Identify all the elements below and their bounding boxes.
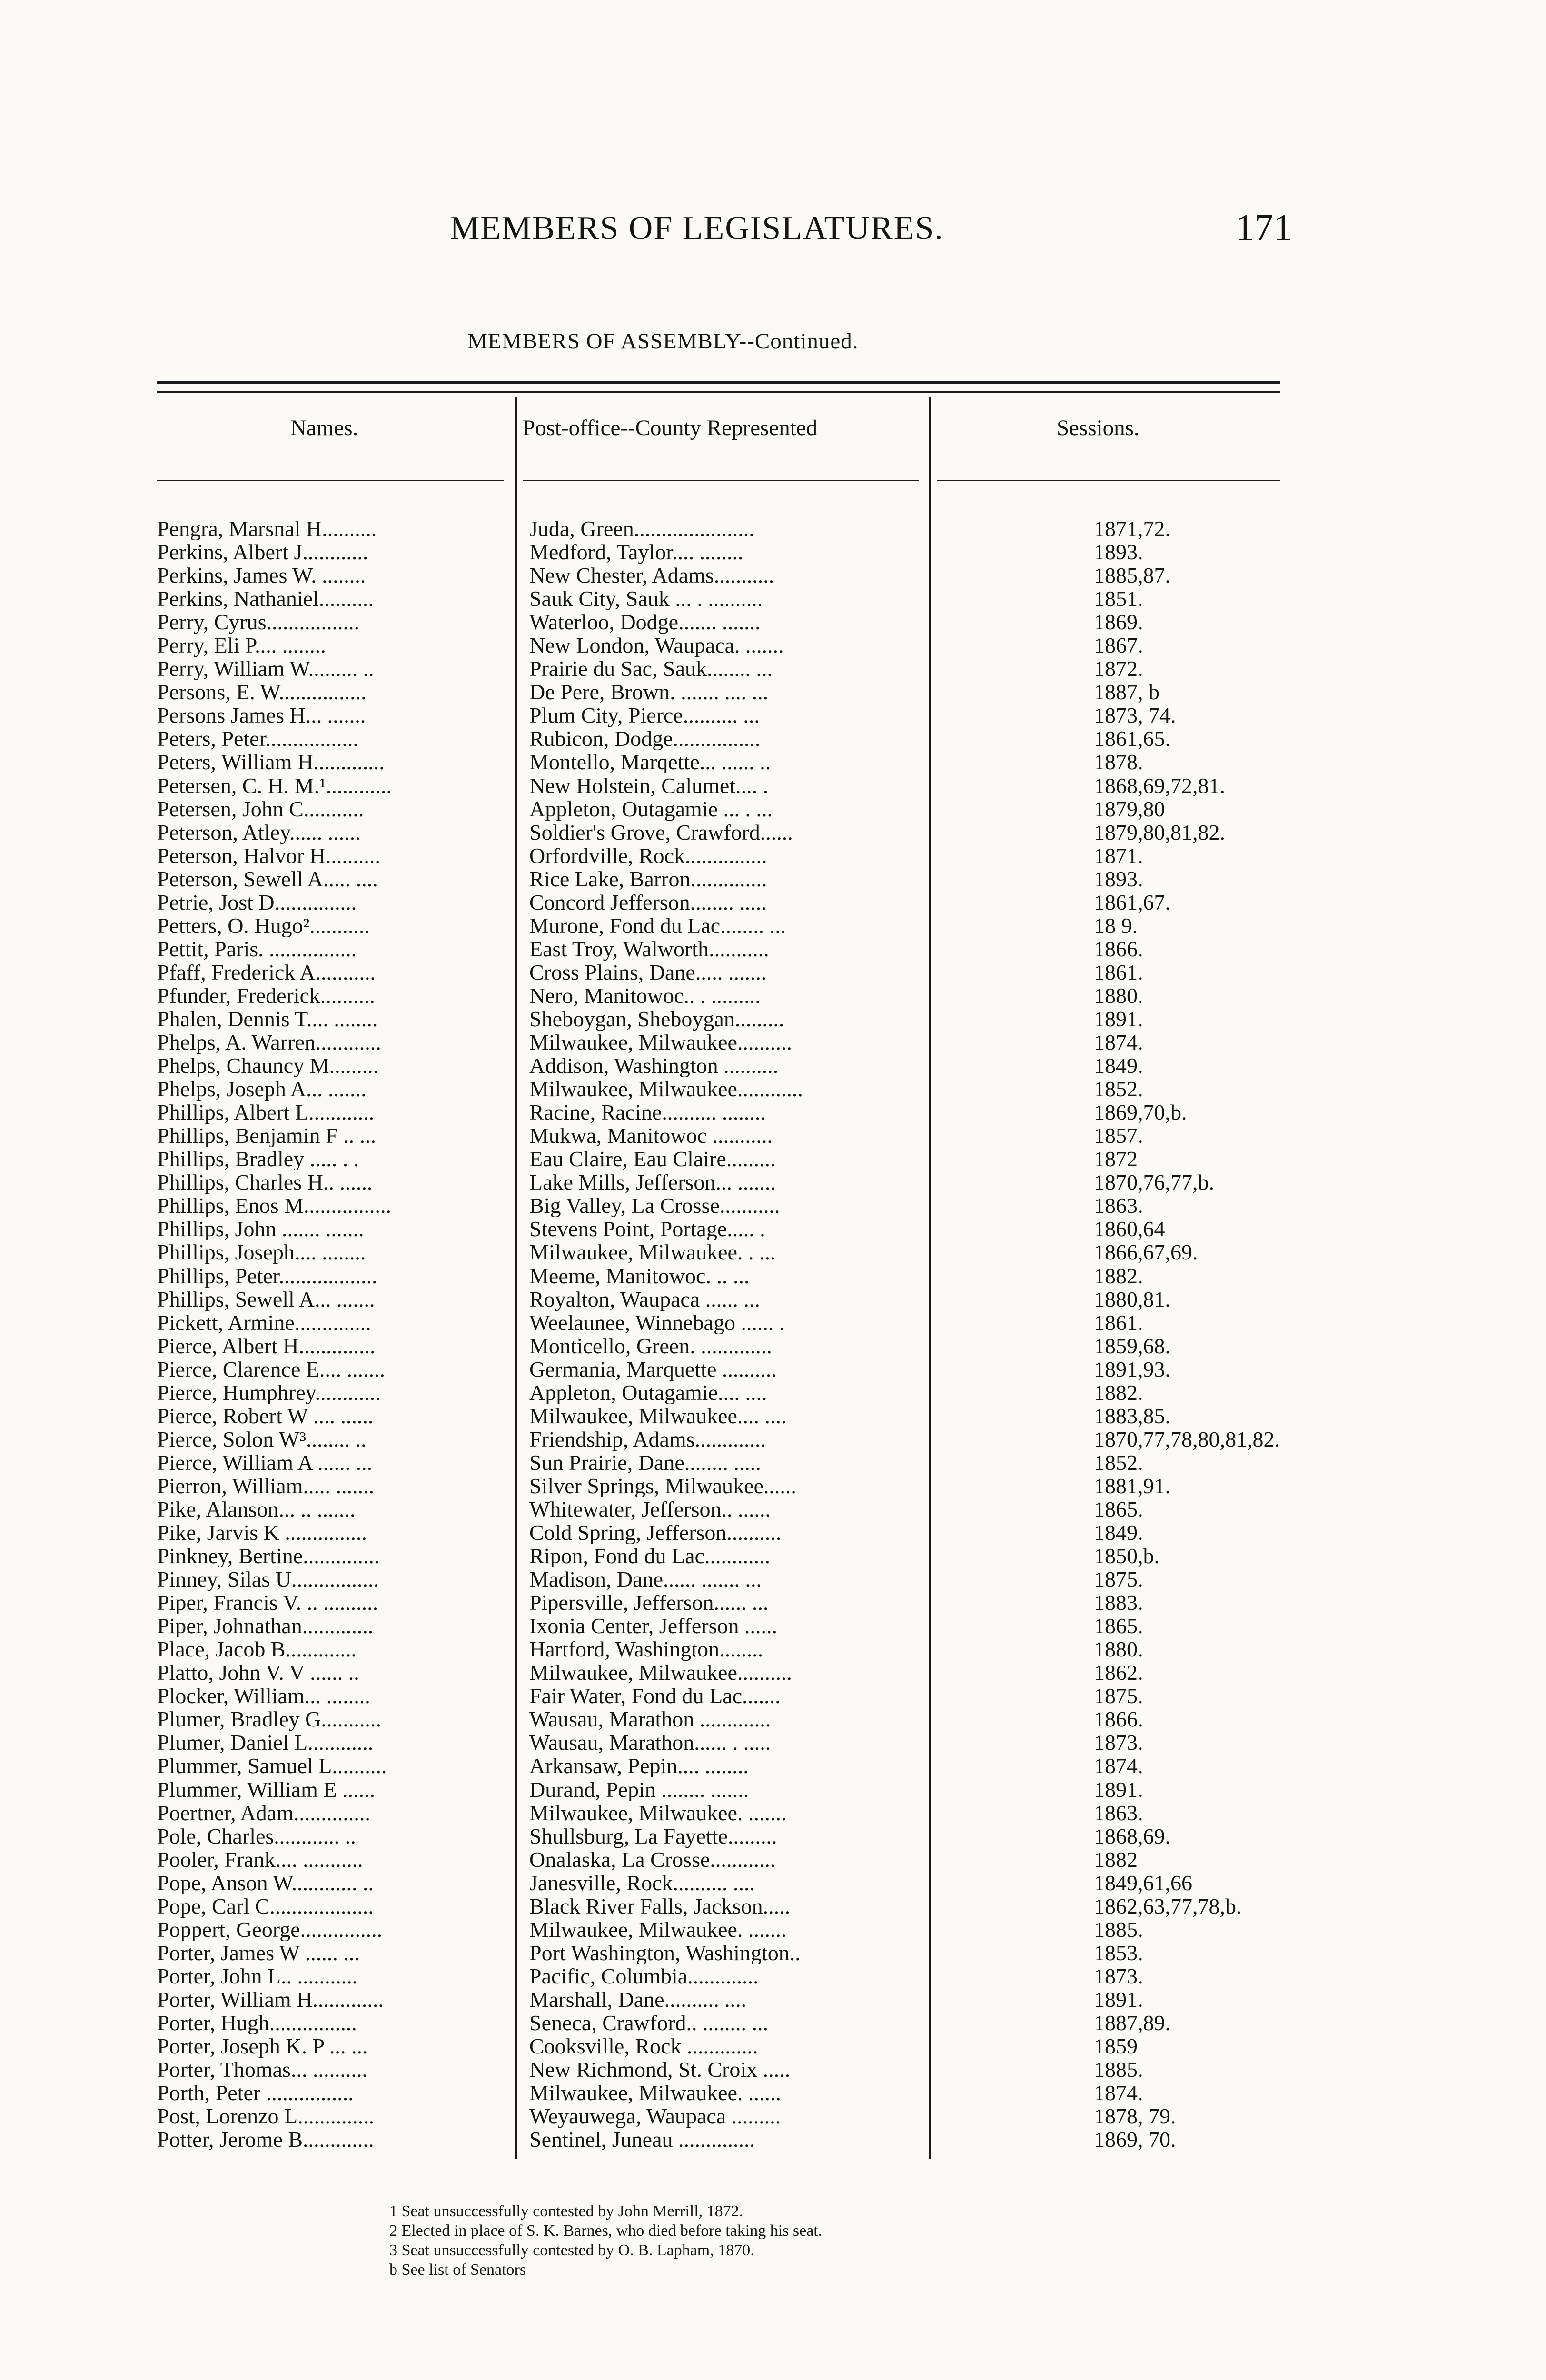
table-row xyxy=(157,797,1299,821)
member-name: Persons, E. W................ xyxy=(157,680,367,704)
table-row xyxy=(157,1918,1299,1941)
member-name: Piper, Francis V. .. .......... xyxy=(157,1591,378,1615)
post-office-county: Milwaukee, Milwaukee. ....... xyxy=(529,1917,787,1941)
member-name: Porter, John L.. ........... xyxy=(157,1964,358,1988)
member-name: Piper, Johnathan............. xyxy=(157,1614,374,1638)
post-office-county: Mukwa, Manitowoc ........... xyxy=(529,1124,773,1148)
member-name: Perkins, James W. ........ xyxy=(157,564,366,587)
post-office-county: Royalton, Waupaca ...... ... xyxy=(529,1287,760,1311)
sessions: 1885. xyxy=(1094,2058,1143,2082)
table-row xyxy=(157,1848,1299,1871)
member-name: Peters, William H............. xyxy=(157,750,385,774)
table-row xyxy=(157,1941,1299,1964)
member-name: Phillips, Enos M................ xyxy=(157,1194,392,1218)
table-row xyxy=(157,2034,1299,2058)
post-office-county: Durand, Pepin ........ ....... xyxy=(529,1777,749,1801)
post-office-county: Rice Lake, Barron.............. xyxy=(529,867,767,891)
table-row xyxy=(157,1101,1299,1124)
table-row xyxy=(157,1264,1299,1288)
table-row xyxy=(157,1988,1299,2011)
sessions: 1865. xyxy=(1094,1614,1143,1638)
member-name: Phalen, Dennis T.... ........ xyxy=(157,1007,378,1031)
top-rule-thick xyxy=(157,381,1280,384)
table-row xyxy=(157,1661,1299,1684)
sessions: 1852. xyxy=(1094,1450,1143,1474)
post-office-county: Ixonia Center, Jefferson ...... xyxy=(529,1614,778,1638)
member-name: Poppert, George............... xyxy=(157,1917,383,1941)
table-row xyxy=(157,937,1299,961)
table-row xyxy=(157,1358,1299,1381)
member-name: Peterson, Sewell A..... .... xyxy=(157,867,378,891)
member-name: Poertner, Adam.............. xyxy=(157,1801,370,1825)
member-name: Porter, James W ...... ... xyxy=(157,1941,360,1964)
post-office-county: Weelaunee, Winnebago ...... . xyxy=(529,1310,785,1334)
post-office-county: Big Valley, La Crosse........... xyxy=(529,1194,780,1218)
sessions: 1863. xyxy=(1094,1801,1143,1825)
post-office-county: Appleton, Outagamie ... . ... xyxy=(529,797,773,821)
table-row xyxy=(157,564,1299,587)
post-office-county: De Pere, Brown. ....... .... ... xyxy=(529,680,769,704)
table-row xyxy=(157,1754,1299,1777)
header-column-names: Names. xyxy=(290,416,358,440)
table-row xyxy=(157,891,1299,914)
member-name: Pfaff, Frederick A........... xyxy=(157,960,376,984)
table-row xyxy=(157,1637,1299,1661)
post-office-county: Sauk City, Sauk ... . .......... xyxy=(529,587,763,611)
post-office-county: Orfordville, Rock............... xyxy=(529,843,767,867)
post-office-county: East Troy, Walworth........... xyxy=(529,937,769,961)
post-office-county: Weyauwega, Waupaca ......... xyxy=(529,2104,781,2128)
member-name: Pike, Jarvis K ............... xyxy=(157,1521,367,1545)
member-name: Phelps, Chauncy M......... xyxy=(157,1054,379,1078)
sessions: 1882 xyxy=(1094,1847,1138,1871)
sessions: 1869, 70. xyxy=(1094,2128,1176,2152)
member-name: Post, Lorenzo L.............. xyxy=(157,2104,375,2128)
header-underline-sessions xyxy=(937,480,1280,481)
member-name: Pfunder, Frederick.......... xyxy=(157,983,376,1007)
post-office-county: Nero, Manitowoc.. . ......... xyxy=(529,983,761,1007)
post-office-county: Friendship, Adams............. xyxy=(529,1427,766,1451)
member-name: Phillips, Albert L............ xyxy=(157,1101,375,1124)
member-name: Perkins, Nathaniel.......... xyxy=(157,587,374,611)
table-row xyxy=(157,2011,1299,2034)
post-office-county: Milwaukee, Milwaukee.......... xyxy=(529,1031,792,1054)
member-name: Porth, Peter ................ xyxy=(157,2081,354,2105)
sessions: 1887, b xyxy=(1094,680,1160,704)
table-row xyxy=(157,704,1299,727)
post-office-county: Fair Water, Fond du Lac....... xyxy=(529,1684,781,1708)
post-office-county: Rubicon, Dodge................ xyxy=(529,727,761,751)
table-row xyxy=(157,1217,1299,1240)
member-name: Porter, Thomas... .......... xyxy=(157,2058,367,2082)
table-row xyxy=(157,1381,1299,1404)
running-title: MEMBERS OF LEGISLATURES. xyxy=(450,210,944,247)
member-name: Phillips, Benjamin F .. ... xyxy=(157,1124,377,1148)
sessions: 1850,b. xyxy=(1094,1544,1160,1568)
post-office-county: Whitewater, Jefferson.. ...... xyxy=(529,1497,771,1521)
post-office-county: Juda, Green...................... xyxy=(529,517,754,540)
sessions: 1872. xyxy=(1094,657,1143,681)
post-office-county: Hartford, Washington........ xyxy=(529,1637,763,1661)
sessions: 1875. xyxy=(1094,1684,1143,1708)
sessions: 1866,67,69. xyxy=(1094,1240,1198,1264)
post-office-county: Medford, Taylor.... ........ xyxy=(529,540,743,564)
post-office-county: Concord Jefferson........ ..... xyxy=(529,890,767,914)
top-rule-thin xyxy=(157,391,1280,393)
post-office-county: Sun Prairie, Dane........ ..... xyxy=(529,1450,761,1474)
member-name: Pettit, Paris. ................ xyxy=(157,937,357,961)
post-office-county: Cross Plains, Dane..... ....... xyxy=(529,960,767,984)
post-office-county: Janesville, Rock.......... .... xyxy=(529,1871,755,1894)
table-row xyxy=(157,1474,1299,1497)
member-name: Peters, Peter................. xyxy=(157,727,358,751)
header-underline-post-office xyxy=(523,480,919,481)
table-row xyxy=(157,1497,1299,1521)
sessions: 1853. xyxy=(1094,1941,1143,1964)
table-row xyxy=(157,1404,1299,1428)
post-office-county: Cold Spring, Jefferson.......... xyxy=(529,1521,782,1545)
footnote-3: 3 Seat unsuccessfully contested by O. B. Lapham, 1870. xyxy=(389,2241,754,2259)
sessions: 1861. xyxy=(1094,1310,1143,1334)
sessions: 1849,61,66 xyxy=(1094,1871,1192,1894)
table-row xyxy=(157,1964,1299,1988)
member-name: Petersen, C. H. M.¹............ xyxy=(157,774,392,797)
post-office-county: Milwaukee, Milwaukee.... .... xyxy=(529,1404,787,1428)
sessions: 1885,87. xyxy=(1094,564,1170,587)
table-row xyxy=(157,961,1299,984)
sessions: 1870,77,78,80,81,82. xyxy=(1094,1427,1280,1451)
sessions: 1871. xyxy=(1094,843,1143,867)
table-row xyxy=(157,610,1299,634)
member-name: Pickett, Armine.............. xyxy=(157,1310,371,1334)
header-underline-names xyxy=(157,480,504,481)
post-office-county: Stevens Point, Portage..... . xyxy=(529,1217,765,1241)
table-row xyxy=(157,657,1299,680)
table-row xyxy=(157,1544,1299,1567)
table-row xyxy=(157,2104,1299,2128)
member-name: Pierce, Albert H.............. xyxy=(157,1334,376,1358)
member-name: Phillips, Peter.................. xyxy=(157,1264,377,1288)
sessions: 1870,76,77,b. xyxy=(1094,1170,1214,1194)
sessions: 1874. xyxy=(1094,1031,1143,1054)
member-name: Phillips, John ....... ....... xyxy=(157,1217,364,1241)
member-name: Perry, Eli P.... ........ xyxy=(157,634,326,657)
post-office-county: Arkansaw, Pepin.... ........ xyxy=(529,1754,749,1778)
post-office-county: Wausau, Marathon ............. xyxy=(529,1707,771,1731)
post-office-county: Wausau, Marathon...... . ..... xyxy=(529,1731,771,1755)
post-office-county: Waterloo, Dodge....... ....... xyxy=(529,610,761,634)
sessions: 1873. xyxy=(1094,1731,1143,1755)
table-row xyxy=(157,867,1299,891)
footnote-2: 2 Elected in place of S. K. Barnes, who died before taking his seat. xyxy=(389,2222,823,2240)
sessions: 1883. xyxy=(1094,1591,1143,1615)
post-office-county: Ripon, Fond du Lac............ xyxy=(529,1544,770,1568)
table-row xyxy=(157,540,1299,564)
member-name: Pooler, Frank.... ........... xyxy=(157,1847,363,1871)
sessions: 1859,68. xyxy=(1094,1334,1170,1358)
table-row xyxy=(157,774,1299,797)
table-row xyxy=(157,1147,1299,1170)
sessions: 1869,70,b. xyxy=(1094,1101,1187,1124)
table-row xyxy=(157,680,1299,704)
post-office-county: Seneca, Crawford.. ........ ... xyxy=(529,2011,769,2034)
post-office-county: Madison, Dane...... ....... ... xyxy=(529,1567,762,1591)
table-row xyxy=(157,1567,1299,1591)
sessions: 1887,89. xyxy=(1094,2011,1170,2034)
table-row xyxy=(157,1778,1299,1801)
post-office-county: New London, Waupaca. ....... xyxy=(529,634,784,657)
table-row xyxy=(157,1334,1299,1358)
sessions: 1893. xyxy=(1094,867,1143,891)
sessions: 1882. xyxy=(1094,1380,1143,1404)
sessions: 1849. xyxy=(1094,1521,1143,1545)
member-name: Perry, William W......... .. xyxy=(157,657,374,681)
table-row xyxy=(157,1684,1299,1707)
sessions: 1866. xyxy=(1094,937,1143,961)
post-office-county: Sheboygan, Sheboygan......... xyxy=(529,1007,784,1031)
post-office-county: Sentinel, Juneau .............. xyxy=(529,2128,755,2152)
post-office-county: Milwaukee, Milwaukee.......... xyxy=(529,1661,792,1685)
member-name: Potter, Jerome B............. xyxy=(157,2128,374,2152)
member-name: Pinney, Silas U................ xyxy=(157,1567,379,1591)
member-name: Pinkney, Bertine.............. xyxy=(157,1544,380,1568)
sessions: 1868,69. xyxy=(1094,1824,1170,1848)
member-name: Petrie, Jost D............... xyxy=(157,890,357,914)
post-office-county: Onalaska, La Crosse............ xyxy=(529,1847,776,1871)
sessions: 1891,93. xyxy=(1094,1357,1170,1381)
table-row xyxy=(157,1194,1299,1217)
sessions: 1857. xyxy=(1094,1124,1143,1148)
member-name: Pike, Alanson... .. ....... xyxy=(157,1497,356,1521)
post-office-county: Milwaukee, Milwaukee............ xyxy=(529,1077,803,1101)
sessions: 1891. xyxy=(1094,1007,1143,1031)
table-row xyxy=(157,1707,1299,1731)
post-office-county: Pipersville, Jefferson...... ... xyxy=(529,1591,769,1615)
table-row xyxy=(157,750,1299,774)
section-title: MEMBERS OF ASSEMBLY--Continued. xyxy=(467,329,859,354)
post-office-county: Marshall, Dane.......... .... xyxy=(529,1987,747,2011)
sessions: 1891. xyxy=(1094,1987,1143,2011)
table-row xyxy=(157,1077,1299,1101)
sessions: 1859 xyxy=(1094,2034,1138,2058)
table-row xyxy=(157,844,1299,867)
member-name: Plocker, William... ........ xyxy=(157,1684,370,1708)
sessions: 1871,72. xyxy=(1094,517,1170,540)
sessions: 18 9. xyxy=(1094,913,1138,937)
post-office-county: New Chester, Adams........... xyxy=(529,564,774,587)
sessions: 1880,81. xyxy=(1094,1287,1170,1311)
member-name: Pierron, William..... ....... xyxy=(157,1474,374,1497)
sessions: 1880. xyxy=(1094,1637,1143,1661)
table-row xyxy=(157,1311,1299,1334)
post-office-county: Prairie du Sac, Sauk........ ... xyxy=(529,657,773,681)
post-office-county: Monticello, Green. ............. xyxy=(529,1334,772,1358)
sessions: 1891. xyxy=(1094,1777,1143,1801)
sessions: 1861. xyxy=(1094,960,1143,984)
table-row xyxy=(157,1871,1299,1894)
sessions: 1861,65. xyxy=(1094,727,1170,751)
post-office-county: Lake Mills, Jefferson... ....... xyxy=(529,1170,776,1194)
sessions: 1874. xyxy=(1094,1754,1143,1778)
table-row xyxy=(157,1054,1299,1077)
table-row xyxy=(157,634,1299,657)
member-name: Pierce, Humphrey............ xyxy=(157,1380,381,1404)
member-name: Perkins, Albert J............ xyxy=(157,540,368,564)
sessions: 1862,63,77,78,b. xyxy=(1094,1894,1242,1918)
member-name: Porter, Joseph K. P ... ... xyxy=(157,2034,368,2058)
post-office-county: Appleton, Outagamie.... .... xyxy=(529,1380,767,1404)
sessions: 1875. xyxy=(1094,1567,1143,1591)
post-office-county: Port Washington, Washington.. xyxy=(529,1941,801,1964)
sessions: 1883,85. xyxy=(1094,1404,1170,1428)
table-row xyxy=(157,1240,1299,1264)
sessions: 1873, 74. xyxy=(1094,704,1176,727)
post-office-county: Racine, Racine.......... ........ xyxy=(529,1101,766,1124)
member-name: Phelps, A. Warren............ xyxy=(157,1031,381,1054)
post-office-county: Murone, Fond du Lac........ ... xyxy=(529,913,786,937)
sessions: 1874. xyxy=(1094,2081,1143,2105)
table-row xyxy=(157,2081,1299,2104)
member-name: Pierce, Clarence E.... ....... xyxy=(157,1357,385,1381)
post-office-county: Black River Falls, Jackson..... xyxy=(529,1894,791,1918)
table-row xyxy=(157,821,1299,844)
sessions: 1852. xyxy=(1094,1077,1143,1101)
sessions: 1867. xyxy=(1094,634,1143,657)
member-name: Perry, Cyrus................. xyxy=(157,610,360,634)
sessions: 1882. xyxy=(1094,1264,1143,1288)
table-row xyxy=(157,1288,1299,1311)
table-row xyxy=(157,2128,1299,2151)
sessions: 1866. xyxy=(1094,1707,1143,1731)
sessions: 1849. xyxy=(1094,1054,1143,1078)
sessions: 1879,80 xyxy=(1094,797,1165,821)
member-name: Plumer, Daniel L............ xyxy=(157,1731,374,1755)
post-office-county: Plum City, Pierce.......... ... xyxy=(529,704,760,727)
member-name: Peterson, Atley...... ...... xyxy=(157,820,361,844)
table-row xyxy=(157,984,1299,1007)
member-name: Pierce, Solon W³........ .. xyxy=(157,1427,367,1451)
sessions: 1862. xyxy=(1094,1661,1143,1685)
sessions: 1880. xyxy=(1094,983,1143,1007)
sessions: 1872 xyxy=(1094,1147,1138,1171)
table-row xyxy=(157,1124,1299,1147)
post-office-county: Montello, Marqette... ...... .. xyxy=(529,750,771,774)
post-office-county: Milwaukee, Milwaukee. . ... xyxy=(529,1240,776,1264)
member-name: Porter, William H............. xyxy=(157,1987,384,2011)
post-office-county: Milwaukee, Milwaukee. ...... xyxy=(529,2081,781,2105)
footnote-b: b See list of Senators xyxy=(389,2261,526,2279)
sessions: 1865. xyxy=(1094,1497,1143,1521)
member-name: Phelps, Joseph A... ....... xyxy=(157,1077,367,1101)
post-office-county: New Richmond, St. Croix ..... xyxy=(529,2058,791,2082)
post-office-county: Shullsburg, La Fayette......... xyxy=(529,1824,777,1848)
member-name: Phillips, Sewell A... ....... xyxy=(157,1287,375,1311)
table-row xyxy=(157,517,1299,540)
footnote-1: 1 Seat unsuccessfully contested by John Merrill, 1872. xyxy=(389,2202,743,2220)
table-row xyxy=(157,1801,1299,1825)
member-name: Platto, John V. V ...... .. xyxy=(157,1661,359,1685)
sessions: 1878. xyxy=(1094,750,1143,774)
sessions: 1861,67. xyxy=(1094,890,1170,914)
member-name: Pope, Carl C................... xyxy=(157,1894,374,1918)
sessions: 1863. xyxy=(1094,1194,1143,1218)
sessions: 1885. xyxy=(1094,1917,1143,1941)
table-row xyxy=(157,914,1299,937)
sessions: 1873. xyxy=(1094,1964,1143,1988)
post-office-county: Pacific, Columbia............. xyxy=(529,1964,759,1988)
member-name: Place, Jacob B............. xyxy=(157,1637,357,1661)
member-name: Petters, O. Hugo²........... xyxy=(157,913,370,937)
post-office-county: Silver Springs, Milwaukee...... xyxy=(529,1474,796,1497)
sessions: 1878, 79. xyxy=(1094,2104,1176,2128)
table-row xyxy=(157,1614,1299,1637)
post-office-county: Cooksville, Rock ............. xyxy=(529,2034,758,2058)
members-table-body xyxy=(157,517,1299,2151)
sessions: 1851. xyxy=(1094,587,1143,611)
post-office-county: Soldier's Grove, Crawford...... xyxy=(529,820,793,844)
sessions: 1881,91. xyxy=(1094,1474,1170,1497)
table-row xyxy=(157,1428,1299,1451)
post-office-county: Germania, Marquette .......... xyxy=(529,1357,777,1381)
footnotes xyxy=(389,2202,822,2280)
member-name: Phillips, Joseph.... ........ xyxy=(157,1240,366,1264)
table-row xyxy=(157,1031,1299,1054)
post-office-county: New Holstein, Calumet.... . xyxy=(529,774,769,797)
table-row xyxy=(157,1170,1299,1194)
member-name: Pierce, Robert W .... ...... xyxy=(157,1404,374,1428)
sessions: 1860,64 xyxy=(1094,1217,1165,1241)
member-name: Phillips, Charles H.. ...... xyxy=(157,1170,373,1194)
page-number: 171 xyxy=(1235,207,1292,249)
post-office-county: Meeme, Manitowoc. .. ... xyxy=(529,1264,750,1288)
member-name: Petersen, John C........... xyxy=(157,797,364,821)
table-row xyxy=(157,1591,1299,1614)
sessions: 1879,80,81,82. xyxy=(1094,820,1225,844)
member-name: Phillips, Bradley ..... . . xyxy=(157,1147,359,1171)
table-row xyxy=(157,1007,1299,1031)
table-row xyxy=(157,1451,1299,1474)
member-name: Porter, Hugh................ xyxy=(157,2011,357,2034)
table-row xyxy=(157,1731,1299,1754)
table-row xyxy=(157,2058,1299,2081)
table-row xyxy=(157,1521,1299,1544)
sessions: 1893. xyxy=(1094,540,1143,564)
member-name: Persons James H... ....... xyxy=(157,704,366,727)
member-name: Pengra, Marsnal H.......... xyxy=(157,517,377,540)
member-name: Pole, Charles............ .. xyxy=(157,1824,356,1848)
header-column-post-office: Post-office--County Represented xyxy=(523,416,818,440)
table-row xyxy=(157,587,1299,610)
member-name: Peterson, Halvor H.......... xyxy=(157,843,380,867)
member-name: Plumer, Bradley G........... xyxy=(157,1707,381,1731)
member-name: Pierce, William A ...... ... xyxy=(157,1450,373,1474)
sessions: 1869. xyxy=(1094,610,1143,634)
table-row xyxy=(157,727,1299,750)
post-office-county: Eau Claire, Eau Claire......... xyxy=(529,1147,776,1171)
member-name: Plummer, Samuel L.......... xyxy=(157,1754,387,1778)
table-row xyxy=(157,1825,1299,1848)
post-office-county: Addison, Washington .......... xyxy=(529,1054,779,1078)
member-name: Plummer, William E ...... xyxy=(157,1777,375,1801)
post-office-county: Milwaukee, Milwaukee. ....... xyxy=(529,1801,787,1825)
member-name: Pope, Anson W............ .. xyxy=(157,1871,374,1894)
header-column-sessions: Sessions. xyxy=(1057,416,1140,440)
table-row xyxy=(157,1894,1299,1918)
sessions: 1868,69,72,81. xyxy=(1094,774,1225,797)
